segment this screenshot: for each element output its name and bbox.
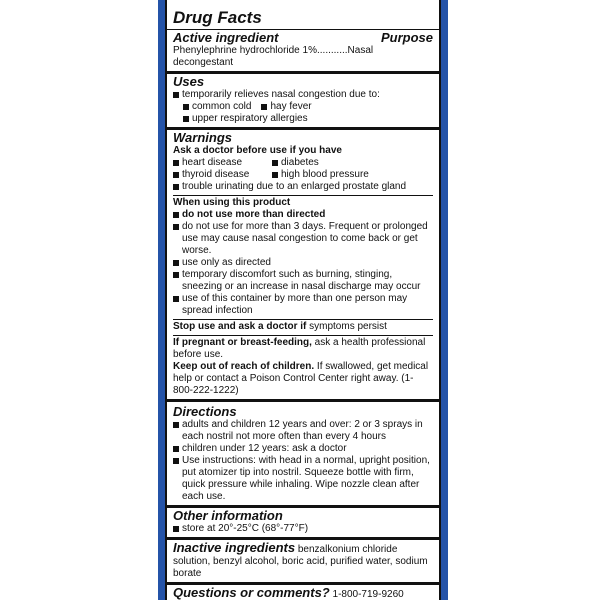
ask-item: heart disease	[173, 157, 262, 169]
ask-item: trouble urinating due to an enlarged prostate gland	[173, 181, 433, 193]
pregnancy-warning: If pregnant or breast-feeding, ask a health professional before use.	[173, 335, 433, 361]
drug-facts-header	[167, 8, 439, 30]
stop-use-line: Stop use and ask a doctor if symptoms persist	[173, 319, 433, 333]
when-using-heading: When using this product	[173, 197, 291, 208]
using-item: use only as directed	[173, 257, 433, 269]
directions-item: children under 12 years: ask a doctor	[173, 443, 433, 455]
uses-item: hay fever	[261, 101, 311, 113]
uses-heading: Uses	[173, 74, 205, 89]
ask-item: thyroid disease	[173, 169, 262, 181]
directions-item: adults and children 12 years and over: 2 or 3 sprays in each nostril not more often than every 4 hours	[173, 419, 433, 443]
directions-section	[167, 400, 439, 508]
uses-item: upper respiratory allergies	[183, 113, 433, 125]
questions-line: Questions or comments? 1-800-719-9260	[173, 585, 404, 600]
active-ingredient-section	[167, 30, 439, 74]
inactive-ingredients-text: Inactive ingredients benzalkonium chloride solution, benzyl alcohol, boric acid, purified water, sodium borate	[173, 540, 428, 579]
warnings-section	[167, 130, 439, 400]
directions-item: Use instructions: with head in a normal, upright position, put atomizer tip into nostril. Squeeze bottle with firm, quick pressure while inhaling. Wipe nozzle clean after each use.	[173, 455, 433, 503]
ask-item: high blood pressure	[272, 169, 369, 181]
drug-facts-title: Drug Facts	[173, 8, 262, 27]
warnings-heading: Warnings	[173, 130, 232, 145]
ask-doctor-heading: Ask a doctor before use if you have	[173, 145, 342, 156]
other-information-section	[167, 508, 439, 540]
uses-intro: temporarily relieves nasal congestion due to:	[173, 89, 433, 101]
other-information-heading: Other information	[173, 508, 283, 523]
inactive-ingredients-section	[167, 540, 439, 585]
using-item: use of this container by more than one person may spread infection	[173, 293, 433, 317]
uses-item: common cold	[183, 101, 251, 113]
drug-facts-panel	[165, 0, 441, 600]
storage-item: store at 20°-25°C (68°-77°F)	[173, 523, 433, 535]
directions-heading: Directions	[173, 404, 237, 419]
active-ingredient-line: Phenylephrine hydrochloride 1%...........Nasal decongestant	[173, 45, 374, 68]
keep-out-of-reach: Keep out of reach of children. If swallowed, get medical help or contact a Poison Control Center right away. (1-800-222-1222)	[173, 361, 429, 396]
using-item: do not use for more than 3 days. Frequent or prolonged use may cause nasal congestion to come back or get worse.	[173, 221, 433, 257]
using-item: temporary discomfort such as burning, stinging, sneezing or an increase in nasal discharge may occur	[173, 269, 433, 293]
questions-section	[167, 585, 439, 600]
using-item: do not use more than directed	[173, 209, 433, 221]
ask-item: diabetes	[272, 157, 319, 169]
uses-section	[167, 74, 439, 130]
purpose-heading: Purpose	[380, 30, 433, 45]
active-ingredient-heading: Active ingredient	[173, 30, 279, 45]
